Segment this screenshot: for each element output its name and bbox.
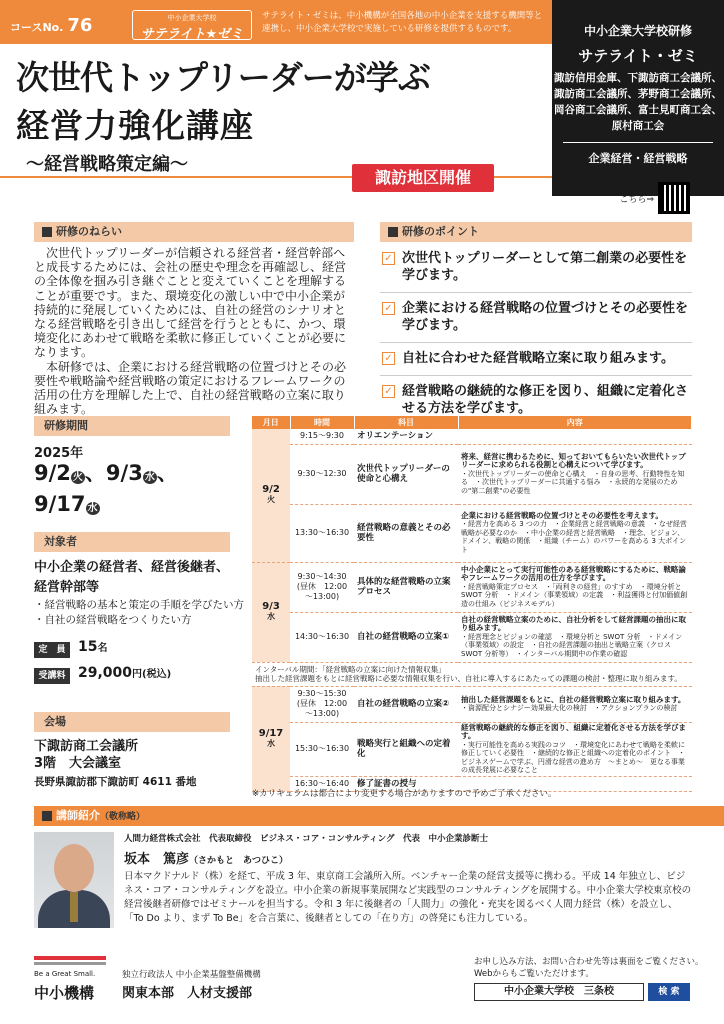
qr-caption: 校外研修の最新情報は こちら⇒ [563, 183, 654, 205]
points-list [380, 250, 692, 425]
logo-bar [34, 962, 106, 965]
target-heading: 対象者 [34, 532, 230, 552]
header-description: サテライト・ゼミは、中小機構が全国各地の中小企業を支援する機関等と連携し、中小企業大学校で実施している研修を提供するものです。 [262, 11, 543, 34]
period-year: 2025年 [34, 446, 84, 461]
target-main: 中小企業の経営者、経営後継者、 経営幹部等 [34, 560, 230, 595]
capacity-value: 15名 [78, 639, 108, 655]
footer-note: お申し込み方法、お問い合わせ先等は裏面をご覧ください。 Webからもご覧いただけます。 [474, 957, 704, 979]
point-item: ✓ 次世代トップリーダーとして第二創業の必要性を学びます。 [380, 250, 692, 284]
organizer-box [552, 0, 724, 196]
date-cell: 9/17 水 [252, 686, 290, 791]
organizer-line1: 中小企業大学校研修 [583, 24, 692, 38]
table-row: 16:30～16:40 修了証書の授与 [252, 776, 692, 791]
region-badge: 諏訪地区開催 [352, 164, 494, 192]
point-item: ✓ 自社に合わせた経営戦略立案に取り組みます。 [380, 350, 692, 367]
check-icon: ✓ [382, 302, 395, 315]
target-bullets: ・経営戦略の基本と策定の手順を学びたい方 ・自社の経営戦略をつくりたい方 [34, 599, 244, 626]
date-cell: 9/2 火 [252, 429, 290, 562]
venue-name: 下諏訪商工会議所 3階 大会議室 [34, 739, 139, 771]
table-row: 14:30～16:30 自社の経営戦略の立案① 自社の経営戦略立案のために、自社分析をして経営課題の抽出に取り組みます。 ・経営理念とビジョンの確認 ・環境分析と SWOT 分析 ・ドメイン（事業領域）の設定 ・自社の経営課題の抽出と戦略立案（クロス SWOT 分析等） ・インターバル期間中の作業の確認 [252, 612, 692, 662]
page-title-line1: 次世代トップリーダーが学ぶ [16, 58, 430, 97]
instructor-bio: 日本マクドナルド（株）を経て、平成 3 年、東京商工会議所入所。ベンチャー企業の経営支援等に携わる。平成 14 年独立し、ビジネス・コア・コンサルティングを設立。中小企業の新規事業展開など実践型のコンサルティングを展開する。中小企業大学校東京校の経営後継者研修ではゼミナールを担当する。令和 3 年に後継者の「人間力」の強化・充実を図るべく人間力経営（株）を設立し、「To Do より、まず To Be」を合言葉に、後継者としての「在り方」の啓発にも注力している。 [124, 871, 692, 924]
page-subtitle: ～経営戦略策定編～ [26, 154, 188, 175]
point-item: ✓ 企業における経営戦略の位置づけとその必要性を学びます。 [380, 300, 692, 334]
table-row: 9/3 水 9:30～14:30 (昼休 12:00～13:00) 具体的な経営戦略の立案プロセス 中小企業にとって実行可能性のある経営戦略にするために、戦略論やフレームワークの活用の仕方を学びます。 ・経営戦略策定プロセス ・「両利きの経営」のすすめ ・環境分析と SWOT 分析 ・ドメイン（事業領域）の定義 ・利益獲得と付加価値創造の仕組み（ビジネスモデル） [252, 562, 692, 612]
table-row: 9/17 水 9:30～15:30 (昼休 12:00～13:00) 自社の経営戦略の立案② 抽出した経営課題をもとに、自社の経営戦略立案に取り組みます。 ・資源配分とシナジー効果最大化の検討 ・アクションプランの検討 [252, 686, 692, 722]
logo-tagline: Be a Great Small. [34, 970, 96, 978]
date-cell: 9/3 水 [252, 562, 290, 662]
table-row: 9/2 火 9:15～9:30 オリエンテーション [252, 429, 692, 444]
org-fullname: 独立行政法人 中小企業基盤整備機構 [122, 970, 261, 980]
aim-text: 次世代トップリーダーが信頼される経営者・経営幹部へと成長するためには、会社の歴史や理念を再確認し、経営の全体像を掴み引き継ぐことと変えていくことを理解することが重要です。また、環境変化の激しい中で中小企業が持続的に発展していくためには、自社の経営のシナリオとなる経営戦略を引き出して経営を行うとともに、かつ、環境変化にあわせて戦略を柔軟に修正していくことが必要になります。 本研修では、企業における経営戦略の位置づけとその必要性や戦略論や経営戦略の策定におけるフレームワークの活用の仕方を理解した上で、自社の経営戦略の立案に取り組みます。 [34, 246, 347, 417]
search-button[interactable]: 検 索 [648, 983, 690, 1001]
instructor-name: 坂本 篤彦（さかもと あつひこ） [124, 852, 289, 867]
fee-value: 29,000円(税込) [78, 665, 172, 681]
venue-address: 長野県諏訪郡下諏訪町 4611 番地 [34, 776, 197, 788]
venue-heading: 会場 [34, 712, 230, 732]
interval-row: インターバル期間：「経営戦略の立案に向けた情報収集」 抽出した経営課題をもとに経営戦略に必要な情報収集を行い、自社に導入するにあたっての課題の検討・整理に取り組みます。 [252, 662, 692, 686]
instructor-heading: 講師紹介（敬称略） [34, 806, 724, 826]
table-row: 15:30～16:30 戦略実行と組織への定着化 経営戦略の継続的な修正を図り、組織に定着化させる方法を学びます。 ・実行可能性を高める実践のコツ ・環境変化にあわせて戦略を柔軟に修正していく必要性 ・継続的な修正と組織への定着化のポイント ・ビジネスゲームで学ぶ、円滑な経営の進め方 ～まとめ～ 更なる事業の成長発展に必要なこと [252, 722, 692, 776]
schedule-note: ※カリキュラムは都合により変更する場合がありますので予めご了承ください。 [252, 789, 557, 799]
org-logo: 中小機構 [34, 984, 95, 1002]
logo-bar [34, 956, 106, 960]
check-icon: ✓ [382, 385, 395, 398]
table-row: 9:30～12:30 次世代トップリーダーの使命と心構え 将来、経営に携わるために、知っておいてもらいたい次世代トップリーダーに求められる役割と心構えについて学びます。 ・次世代トップリーダーの使命と心構え ・自身の思考、行動特性を知る ・次世代トップリーダーに共通する悩み ・永続的な発展のための"第二創業"の必要性 [252, 444, 692, 504]
satellite-seminar-logo: 中小企業大学校 サテライト★ゼミ [132, 10, 252, 40]
table-row: 13:30～16:30 経営戦略の意義とその必要性 企業における経営戦略の位置づけとその必要性を考えます。 ・経営力を高める 3 つの力 ・企業経営と経営戦略の意義 ・なぜ経営戦略が必要なのか ・中小企業の経営と経営戦略 ・理念、ビジョン、ドメイン、戦略の関係 ・組織（チーム）のパワーを高める 3 大ポイント [252, 504, 692, 562]
organizer-orgs: 諏訪信用金庫、下諏訪商工会議所、 諏訪商工会議所、茅野商工会議所、 岡谷商工会議所、富士見町商工会、 原村商工会 [554, 72, 722, 132]
search-input[interactable]: 中小企業大学校 三条校 [474, 983, 644, 1001]
qr-code-icon[interactable] [658, 182, 690, 214]
fee-label: 受講料 [34, 668, 70, 684]
organizer-divider [563, 142, 713, 143]
capacity-label: 定 員 [34, 642, 70, 658]
organizer-line2: サテライト・ゼミ [578, 47, 698, 65]
instructor-photo [34, 832, 114, 928]
period-dates: 9/2 火、9/3 水、 9/17 水 [34, 461, 178, 516]
page-title-line2: 経営力強化講座 [16, 106, 254, 145]
points-heading: 研修のポイント [380, 222, 692, 242]
category-label: 企業経営・経営戦略 [588, 152, 688, 165]
schedule-table: 月日 時間 科目 内容 9/2 火 9:15～9:30 オリエンテーション 9:30～12:30 次世代トップリーダーの使命と心構え 将来、経営に携わるために、知っておいてもらいたい次世代トップリーダーに求められる役割と心構えについて学びます。 ・次世代トップリーダーの使命と心構え ・自身の思考、行動特性を知る ・次世代トップリーダーに共通する悩み ・永続的な発展のための"第二創業"の必要性 13:30～16:30 経営戦略の意義とその必要性 企業における経営戦略の位置づけとその必要性を考えます。 ・経営力を高める 3 つの力 ・企業経営と経営戦略の意義 ・なぜ経営戦略が必要なのか ・中小企業の経営と経営戦略 ・理念、ビジョン、ドメイン、戦略の関係 ・組織（チーム）のパワーを高める 3 大ポイント 9/3 水 9:30～14:30 (昼休 12:00～13:00) 具体的な経営戦略の立案プロセス 中小企業にとって実行可能性のある経営戦略にするために、戦略論やフレームワークの活用の仕方を学びます。 ・経営戦略策定プロセス ・「両利きの経営」のすすめ ・環境分析と SWOT 分析 ・ドメイン（事業領域）の定義 ・利益獲得と付加価値創造の仕組み（ビジネスモデル） 14:30～16:30 自社の経営戦略の立案① 自社の経営戦略立案のために、自社分析をして経営課題の抽出に取り組みます。 ・経営理念とビジョンの確認 ・環境分析と SWOT 分析 ・ドメイン（事業領域）の設定 ・自社の経営課題の抽出と戦略立案（クロス SWOT 分析等） ・インターバル期間中の作業の確認 インターバル期間：「経営戦略の立案に向けた情報収集」 抽出した経営課題をもとに経営戦略に必要な情報収集を行い、自社に導入するにあたっての課題の検討・整理に取り組みます。 9/17 水 9:30～15:30 (昼休 12:00～13:00) 自社の経営戦略の立案② 抽出した経営課題をもとに、自社の経営戦略立案に取り組みます。 ・資源配分とシナジー効果最大化の検討 ・アクションプランの検討 15:30～16:30 戦略実行と組織への定着化 経営戦略の継続的な修正を図り、組織に定着化させる方法を学びます。 ・実行可能性を高める実践のコツ ・環境変化にあわせて戦略を柔軟に修正していく必要性 ・継続的な修正と組織への定着化のポイント ・ビジネスゲームで学ぶ、円滑な経営の進め方 ～まとめ～ 更なる事業の成長発展に必要なこと 16:30～16:40 修了証書の授与 [252, 416, 692, 792]
period-heading: 研修期間 [34, 416, 230, 436]
check-icon: ✓ [382, 252, 395, 265]
instructor-affiliation: 人間力経営株式会社 代表取締役 ビジネス・コア・コンサルティング 代表 中小企業診断士 [124, 834, 488, 844]
course-number: コースNo. 76 [10, 15, 93, 36]
org-dept: 関東本部 人材支援部 [122, 986, 253, 1001]
aim-heading: 研修のねらい [34, 222, 354, 242]
point-item: ✓ 経営戦略の継続的な修正を図り、組織に定着化させる方法を学びます。 [380, 383, 692, 417]
check-icon: ✓ [382, 352, 395, 365]
